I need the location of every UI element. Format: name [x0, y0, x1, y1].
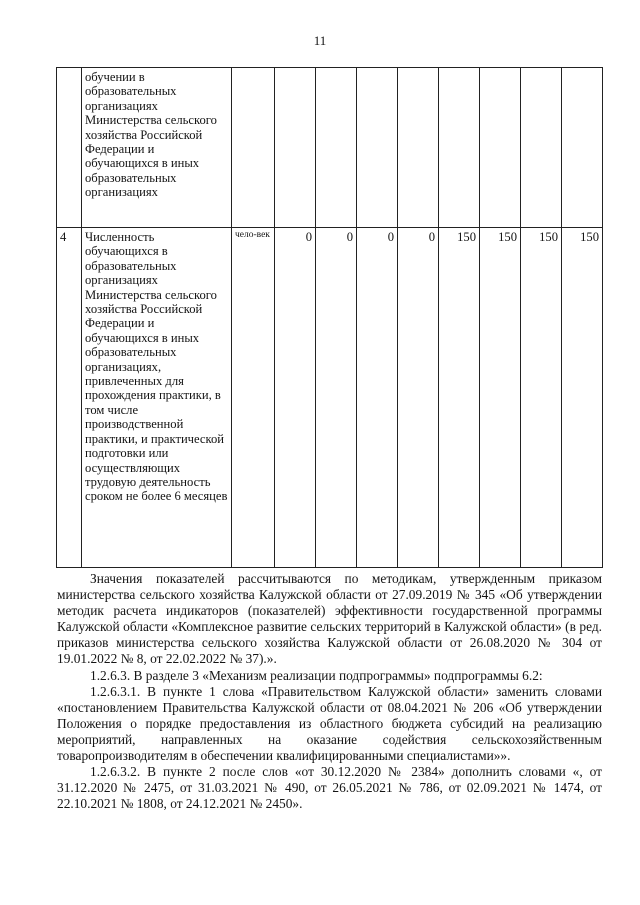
indicator-name: обучении в образовательных организациях Министерства сельского хозяйства Российской Федерации и обучающихся в иных образовательных организациях: [82, 68, 232, 228]
indicator-value: 150: [521, 228, 562, 568]
indicator-value: 150: [439, 228, 480, 568]
indicator-value: 150: [562, 228, 603, 568]
indicators-table: [56, 67, 603, 568]
item-paragraph: 1.2.6.3.1. В пункте 1 слова «Правительством Калужской области» заменить словами «постановлением Правительства Калужской области от 08.04.2021 № 206 «Об утверждении Положения о порядке предоставления из областного бюджета субсидий на реализацию мероприятий, направленных на оказание содействия сельскохозяйственным товаропроизводителям в обеспечении квалифицированными специалистами»».: [57, 683, 602, 764]
indicator-value: [357, 68, 398, 228]
row-number: [57, 68, 82, 228]
indicator-unit: чело-век: [232, 228, 275, 568]
table-row: [57, 68, 603, 228]
indicator-name: Численность обучающихся в образовательных организациях Министерства сельского хозяйства Российской Федерации и обучающихся в иных образовательных организациях, привлеченных для прохождения практики, в том числе производственной практики, и практической подготовки или осуществляющих трудовую деятельность сроком не более 6 месяцев: [82, 228, 232, 568]
indicator-value: [398, 68, 439, 228]
indicator-value: [316, 68, 357, 228]
table-row: [57, 228, 603, 568]
indicator-value: 150: [480, 228, 521, 568]
indicator-value: [275, 68, 316, 228]
section-paragraph: 1.2.6.3. В разделе 3 «Механизм реализации подпрограммы» подпрограммы 6.2:: [90, 667, 543, 683]
indicator-value: [562, 68, 603, 228]
indicator-value: 0: [316, 228, 357, 568]
methodology-paragraph: Значения показателей рассчитываются по методикам, утвержденным приказом министерства сельского хозяйства Калужской области от 27.09.2019 № 345 «Об утверждении методик расчета индикаторов (показателей) эффективности государственной программы Калужской области «Комплексное развитие сельских территорий в Калужской области» (в ред. приказов министерства сельского хозяйства Калужской области от 26.08.2020 № 304 от 19.01.2022 № 8, от 22.02.2022 № 37).».: [57, 571, 602, 667]
indicator-unit: [232, 68, 275, 228]
row-number: 4: [57, 228, 82, 568]
indicator-value: 0: [275, 228, 316, 568]
indicator-value: [521, 68, 562, 228]
page-number: 11: [313, 33, 327, 48]
indicator-value: 0: [398, 228, 439, 568]
body-text: [57, 571, 602, 812]
indicator-value: [439, 68, 480, 228]
indicator-value: [480, 68, 521, 228]
indicator-value: 0: [357, 228, 398, 568]
item-paragraph: 1.2.6.3.2. В пункте 2 после слов «от 30.12.2020 № 2384» дополнить словами «, от 31.12.2020 № 2475, от 31.03.2021 № 490, от 26.05.2021 № 786, от 02.09.2021 № 1474, от 22.10.2021 № 1808, от 24.12.2021 № 2450».: [57, 764, 602, 812]
